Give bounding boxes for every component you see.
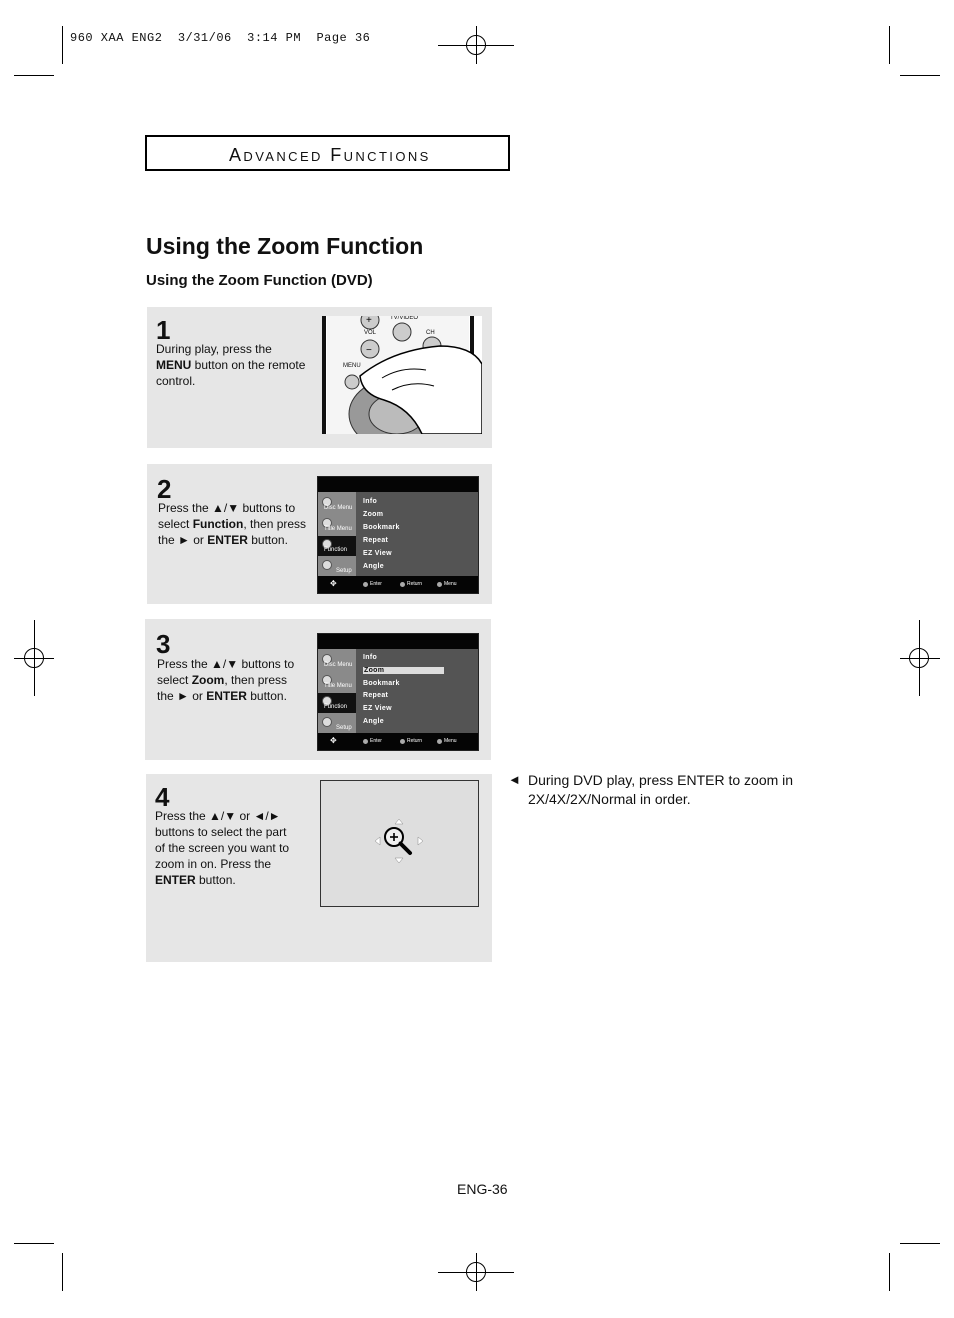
registration-mark <box>466 35 486 55</box>
step-number: 3 <box>156 629 171 659</box>
remote-label: MENU <box>343 363 361 369</box>
osd-side-item-active: Function <box>318 536 356 556</box>
remote-label: VOL <box>364 330 377 336</box>
remote-label: CH <box>426 330 435 336</box>
osd-bottom-bar: ✥ Enter Return Menu <box>318 733 478 750</box>
return-icon <box>400 739 405 744</box>
menu-icon <box>437 582 442 587</box>
osd-menu-item: Info <box>363 654 378 661</box>
crop-mark <box>62 26 63 64</box>
registration-mark <box>24 648 44 668</box>
osd-menu-item: Repeat <box>363 537 389 544</box>
remote-control-illustration <box>322 316 482 434</box>
osd-side-item: Disc Menu <box>318 494 356 514</box>
svg-text:+: + <box>366 316 372 326</box>
step-instruction: Press the ▲/▼ buttons to select Function, then press the ► or ENTER button. <box>158 501 307 547</box>
step-number: 4 <box>155 782 170 812</box>
page-subtitle: Using the Zoom Function (DVD) <box>146 272 373 289</box>
note-arrow-icon: ◄ <box>508 772 521 787</box>
osd-title-bar <box>318 634 478 649</box>
osd-menu-item-selected: Zoom <box>363 667 444 674</box>
osd-menu-item: Angle <box>363 563 384 570</box>
page-number: ENG-36 <box>457 1181 508 1197</box>
registration-mark <box>909 648 929 668</box>
step-instruction: During play, press the MENU button on the remote control. <box>156 342 306 388</box>
osd-side-item-active: Function <box>318 693 356 713</box>
osd-bottom-bar: ✥ Enter Return Menu <box>318 576 478 593</box>
gear-icon <box>322 717 332 727</box>
osd-menu-screen <box>317 633 479 751</box>
return-icon <box>400 582 405 587</box>
crop-mark <box>14 1243 54 1244</box>
enter-icon <box>363 739 368 744</box>
osd-side-item: Title Menu <box>318 672 356 692</box>
registration-mark <box>466 1262 486 1282</box>
step-instruction: Press the ▲/▼ or ◄/► buttons to select the part of the screen you want to zoom in on. Press the ENTER button. <box>155 809 290 887</box>
zoom-screen-illustration <box>320 780 479 907</box>
osd-menu-item: Bookmark <box>363 680 400 687</box>
crop-mark <box>889 26 890 64</box>
osd-side-menu <box>318 492 356 578</box>
enter-icon <box>363 582 368 587</box>
osd-menu-item: Zoom <box>363 511 384 518</box>
crop-mark <box>900 75 940 76</box>
page-title: Using the Zoom Function <box>146 233 424 259</box>
dpad-icon: ✥ <box>330 736 337 745</box>
osd-side-item: Setup <box>318 714 356 734</box>
menu-icon <box>437 739 442 744</box>
crop-mark <box>889 1253 890 1291</box>
gear-icon <box>322 560 332 570</box>
osd-menu-item: Bookmark <box>363 524 400 531</box>
osd-menu-item: EZ View <box>363 705 392 712</box>
dpad-icon: ✥ <box>330 579 337 588</box>
osd-side-item: Setup <box>318 557 356 577</box>
zoom-note: During DVD play, press ENTER to zoom in 2X/4X/2X/Normal in order. <box>528 772 794 807</box>
svg-text:−: − <box>366 345 372 356</box>
step-instruction: Press the ▲/▼ buttons to select Zoom, then press the ► or ENTER button. <box>157 657 295 703</box>
osd-menu-item: Repeat <box>363 692 389 699</box>
osd-menu-item: Info <box>363 498 378 505</box>
remote-label: TV/VIDEO <box>390 316 419 321</box>
osd-side-item: Title Menu <box>318 515 356 535</box>
print-header: 960 XAA ENG2 3/31/06 3:14 PM Page 36 <box>70 31 371 45</box>
osd-menu-item: EZ View <box>363 550 392 557</box>
crop-mark <box>900 1243 940 1244</box>
osd-menu-item: Angle <box>363 718 384 725</box>
osd-side-item: Disc Menu <box>318 651 356 671</box>
osd-side-menu <box>318 649 356 735</box>
crop-mark <box>62 1253 63 1291</box>
step-number: 2 <box>157 474 172 504</box>
zoom-magnifier-icon <box>321 781 478 906</box>
section-title: Advanced Functions <box>229 145 431 165</box>
osd-title-bar <box>318 477 478 492</box>
osd-menu-screen <box>317 476 479 594</box>
crop-mark <box>14 75 54 76</box>
step-number: 1 <box>156 315 171 345</box>
